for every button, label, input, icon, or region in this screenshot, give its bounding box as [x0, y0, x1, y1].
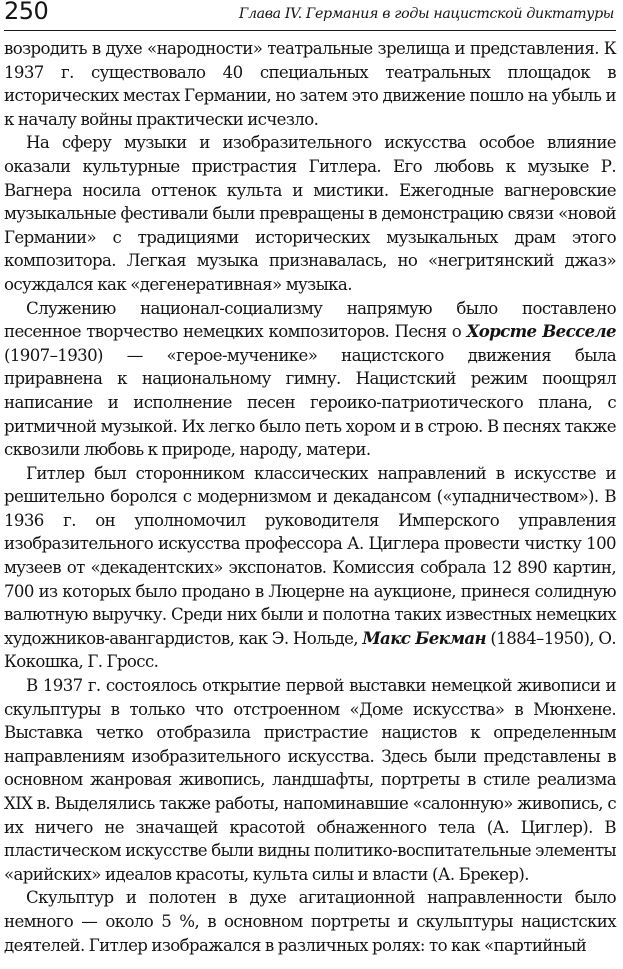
paragraph-text: На сферу музыки и изобразительного искусства особое влияние оказали культурные пристрастия Гитлера. Его любовь к музыке Р. Вагнера носила оттенок культа и мистики. Ежегодные вагнеровские музыкальные фестивали были превращены в демонстрацию связи «новой Германии» с традициями исторических музыкальных драм этого композитора. Легкая музыка признавалась, но «негритянский джаз» осуждался как «дегенеративная» музыка.	[4, 133, 616, 294]
paragraph-songs	[4, 297, 616, 462]
body-text	[4, 37, 616, 957]
page-header	[4, 0, 616, 31]
paragraph-exhibition	[4, 674, 616, 886]
paragraph-text: Служению национал-социализму напрямую было поставлено песенное творчество немецких композиторов. Песня о	[4, 298, 616, 342]
person-name-max-beckmann: Макс Бекман	[362, 627, 487, 648]
running-title: Глава IV. Германия в годы нацистской диктатуры	[238, 6, 614, 22]
person-name-horst-wessel: Хорсте Весселе	[466, 321, 616, 342]
page-number: 250	[4, 0, 49, 25]
paragraph-text: (1884–1950), О. Кокошка, Г. Гросс.	[4, 628, 616, 672]
paragraph-sculpture	[4, 886, 616, 957]
paragraph-text: (1907–1930) — «герое-мученике» нацистского движения была приравнена к национальному гимну. Нацистский режим поощрял написание и исполнение песен героико-патриотического плана, с ритмичной музыкой. Их легко было петь хором и в строю. В песнях также сквозили любовь к природе, народу, матери.	[4, 345, 616, 460]
paragraph-text: возродить в духе «народности» театральные зрелища и представления. К 1937 г. существовало 40 специальных театральных площадок в исторических местах Германии, но затем это движение пошло на убыль и к началу войны практически исчезло.	[4, 39, 616, 129]
paragraph-text: Скульптур и полотен в духе агитационной направленности было немного — около 5 %, в основном портреты и скульптуры нацистских деятелей. Гитлер изображался в различных ролях: то как «партийный	[4, 888, 616, 955]
paragraph-modernism	[4, 462, 616, 674]
paragraph-text: Гитлер был сторонником классических направлений в искусстве и решительно боролся с модернизмом и декадансом («упадничеством»). В 1936 г. он уполномочил руководителя Имперского управления изобразительного искусства профессора А. Циглера провести чистку 100 музеев от «декадентских» экспонатов. Комиссия собрала 12 890 картин, 700 из которых было продано в Люцерне на аукционе, принеся солидную валютную выручку. Среди них были и полотна таких известных немецких художников-авангардистов, как Э. Нольде,	[4, 463, 616, 648]
paragraph-continued	[4, 37, 616, 131]
paragraph-text: В 1937 г. состоялось открытие первой выставки немецкой живописи и скульптуры в только что отстроенном «Доме искусства» в Мюнхене. Выставка четко отобразила пристрастие нацистов к определенным направлениям изобразительного искусства. Здесь были представлены в основном жанровая живопись, ландшафты, портреты в стиле реализма XIX в. Выделялись также работы, напоминавшие «салонную» живопись, с их ничего не значащей красотой обнаженного тела (А. Циглер). В пластическом искусстве были видны политико-воспитательные элементы «арийских» идеалов красоты, культа силы и власти (А. Брекер).	[4, 676, 616, 884]
paragraph-music	[4, 131, 616, 296]
book-page	[4, 0, 616, 969]
